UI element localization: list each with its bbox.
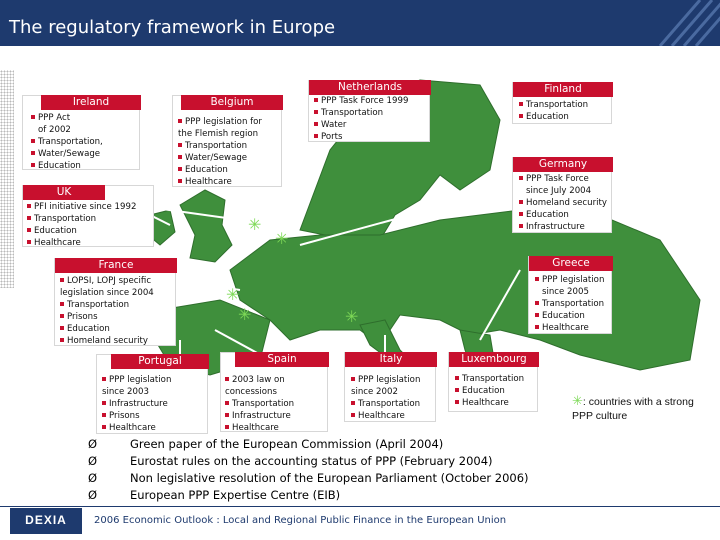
list-item: Transportation	[314, 107, 408, 119]
italy-box	[344, 352, 436, 422]
luxembourg-box	[448, 352, 538, 412]
list-item: Healthcare	[102, 422, 171, 434]
portugal-box	[96, 354, 208, 434]
luxembourg-items	[455, 373, 524, 409]
bullet-icon	[314, 134, 318, 138]
page-title: The regulatory framework in Europe	[9, 17, 336, 38]
header-stripes-decoration	[600, 0, 720, 46]
list-item: PPP Task Force 1999	[314, 95, 408, 107]
footer-divider	[0, 506, 720, 507]
list-item: Healthcare	[351, 410, 420, 422]
bullet-icon	[60, 278, 64, 282]
arrow-bullet-icon: Ø	[88, 454, 98, 468]
germany-items	[519, 173, 607, 233]
list-item: Homeland security	[519, 197, 607, 209]
bullet-icon	[60, 326, 64, 330]
list-item: Education	[519, 111, 588, 123]
list-item: Education	[535, 310, 604, 322]
bullet-icon	[27, 216, 31, 220]
list-item: since 2005	[542, 287, 589, 297]
list-item: PPP Task Force	[519, 173, 607, 185]
list-item: Healthcare	[225, 422, 294, 434]
key-developments-list	[88, 436, 529, 504]
list-item: Education	[60, 323, 154, 335]
netherlands-box	[308, 80, 430, 142]
uk-items	[27, 201, 136, 249]
list-item: Education	[519, 209, 607, 221]
star-marker-belgium: ✳	[275, 229, 289, 248]
list-item: Healthcare	[27, 237, 136, 249]
legend	[572, 394, 694, 423]
finland-box	[512, 82, 612, 124]
list-item: Healthcare	[178, 176, 262, 188]
footer-caption: 2006 Economic Outlook : Local and Regional Public Finance in the European Union	[94, 515, 507, 526]
germany-title: Germany	[513, 157, 613, 172]
belgium-box	[172, 95, 282, 187]
bullet-icon	[31, 139, 35, 143]
list-item: Infrastructure	[519, 221, 607, 233]
list-item: Transportation	[351, 398, 420, 410]
star-marker-spain: ✳	[238, 305, 252, 324]
bullet-icon	[60, 314, 64, 318]
italy-items	[351, 374, 420, 422]
list-item: Healthcare	[455, 397, 524, 409]
italy-title: Italy	[345, 352, 437, 367]
bullet-icon	[314, 122, 318, 126]
bullet-icon	[31, 115, 35, 119]
belgium-items	[178, 116, 262, 188]
list-item: Education	[27, 225, 136, 237]
france-items	[60, 275, 154, 347]
uk-box	[22, 185, 154, 247]
spain-title: Spain	[235, 352, 329, 367]
greece-box	[528, 256, 612, 334]
france-title: France	[55, 258, 177, 273]
list-item: Transportation	[519, 99, 588, 111]
greece-items	[535, 274, 604, 334]
list-item: since 2003	[102, 387, 149, 397]
list-item: LOPSI, LOPJ specific	[60, 275, 154, 287]
bullet-icon	[60, 302, 64, 306]
bullet-icon	[178, 155, 182, 159]
list-item: Prisons	[60, 311, 154, 323]
bullet-icon	[102, 377, 106, 381]
list-item: Transportation	[455, 373, 524, 385]
arrow-bullet-icon: Ø	[88, 437, 98, 451]
netherlands-items	[314, 95, 408, 143]
list-item: 2003 law on	[225, 374, 294, 386]
germany-box	[512, 157, 612, 233]
arrow-bullet-icon: Ø	[88, 488, 98, 502]
list-item: PPP legislation	[535, 274, 604, 286]
bullet-icon	[102, 413, 106, 417]
list-item: Ø European PPP Expertise Centre (EIB)	[88, 488, 341, 502]
list-item: Water/Sewage	[31, 148, 103, 160]
bullet-icon	[535, 325, 539, 329]
list-item: Transportation	[60, 299, 154, 311]
bullet-icon	[27, 204, 31, 208]
list-item: Infrastructure	[225, 410, 294, 422]
bullet-icon	[225, 401, 229, 405]
list-item: PPP legislation for	[178, 116, 262, 128]
bullet-icon	[519, 102, 523, 106]
list-item: since 2002	[351, 387, 398, 397]
logo-text: DEXIA	[25, 513, 67, 527]
list-item: since July 2004	[526, 186, 592, 196]
bullet-icon	[27, 240, 31, 244]
bullet-icon	[519, 224, 523, 228]
star-icon: ✳	[572, 393, 583, 408]
bullet-icon	[102, 425, 106, 429]
list-item: Ø Non legislative resolution of the European Parliament (October 2006)	[88, 471, 529, 485]
list-item: concessions	[225, 387, 277, 397]
list-item: Transportation	[225, 398, 294, 410]
list-item: Transportation	[27, 213, 136, 225]
legend-line-1: ✳: countries with a strong	[572, 393, 694, 408]
list-item: PPP legislation	[102, 374, 171, 386]
bullet-icon	[60, 338, 64, 342]
arrow-bullet-icon: Ø	[88, 471, 98, 485]
list-item: Education	[178, 164, 262, 176]
luxembourg-title: Luxembourg	[449, 352, 539, 367]
list-item: Transportation	[178, 140, 262, 152]
bullet-icon	[519, 176, 523, 180]
list-item: Healthcare	[535, 322, 604, 334]
bullet-icon	[178, 167, 182, 171]
ireland-box	[22, 95, 140, 170]
bullet-icon	[102, 401, 106, 405]
list-item: Education	[455, 385, 524, 397]
bullet-icon	[519, 212, 523, 216]
header-bar	[0, 0, 720, 46]
finland-items	[519, 99, 588, 123]
list-item: Transportation	[535, 298, 604, 310]
list-item: Ports	[314, 131, 408, 143]
list-item: Education	[31, 160, 103, 172]
bullet-icon	[314, 98, 318, 102]
list-item: Transportation,	[31, 136, 103, 148]
bullet-icon	[455, 400, 459, 404]
bullet-icon	[225, 413, 229, 417]
bullet-icon	[178, 119, 182, 123]
list-item: Ø Eurostat rules on the accounting status of PPP (February 2004)	[88, 454, 493, 468]
list-item: Homeland security	[60, 335, 154, 347]
list-item: Ø Green paper of the European Commission (April 2004)	[88, 437, 444, 451]
star-marker-uk: ✳	[248, 215, 262, 234]
bullet-icon	[535, 313, 539, 317]
list-item: PPP legislation	[351, 374, 420, 386]
star-marker-france: ✳	[226, 285, 240, 304]
bullet-icon	[178, 143, 182, 147]
bullet-icon	[351, 413, 355, 417]
bullet-icon	[31, 151, 35, 155]
uk-title: UK	[23, 185, 105, 200]
finland-title: Finland	[513, 82, 613, 97]
legend-line-2: PPP culture	[572, 410, 628, 422]
bullet-icon	[351, 401, 355, 405]
netherlands-title: Netherlands	[309, 80, 431, 95]
bullet-icon	[519, 200, 523, 204]
star-marker-italy: ✳	[345, 307, 359, 326]
uk-landmass	[180, 190, 232, 262]
greece-title: Greece	[529, 256, 613, 271]
bullet-icon	[455, 388, 459, 392]
ireland-title: Ireland	[41, 95, 141, 110]
spain-box	[220, 352, 328, 432]
bullet-icon	[225, 425, 229, 429]
list-item: Prisons	[102, 410, 171, 422]
portugal-items	[102, 374, 171, 434]
bullet-icon	[455, 376, 459, 380]
bullet-icon	[519, 114, 523, 118]
portugal-title: Portugal	[111, 354, 209, 369]
france-box	[54, 258, 176, 346]
belgium-title: Belgium	[181, 95, 283, 110]
list-item: PPP Act	[31, 112, 103, 124]
bullet-icon	[27, 228, 31, 232]
spain-items	[225, 374, 294, 434]
list-item: of 2002	[38, 125, 71, 135]
list-item: Water	[314, 119, 408, 131]
list-item: the Flemish region	[178, 129, 259, 139]
list-item: Infrastructure	[102, 398, 171, 410]
bullet-icon	[535, 301, 539, 305]
list-item: Water/Sewage	[178, 152, 262, 164]
bullet-icon	[31, 163, 35, 167]
dexia-logo	[10, 508, 82, 534]
list-item: PFI initiative since 1992	[27, 201, 136, 213]
bullet-icon	[535, 277, 539, 281]
list-item: legislation since 2004	[60, 288, 154, 298]
bullet-icon	[225, 377, 229, 381]
ireland-items	[31, 112, 103, 172]
bullet-icon	[178, 179, 182, 183]
bullet-icon	[314, 110, 318, 114]
bullet-icon	[351, 377, 355, 381]
